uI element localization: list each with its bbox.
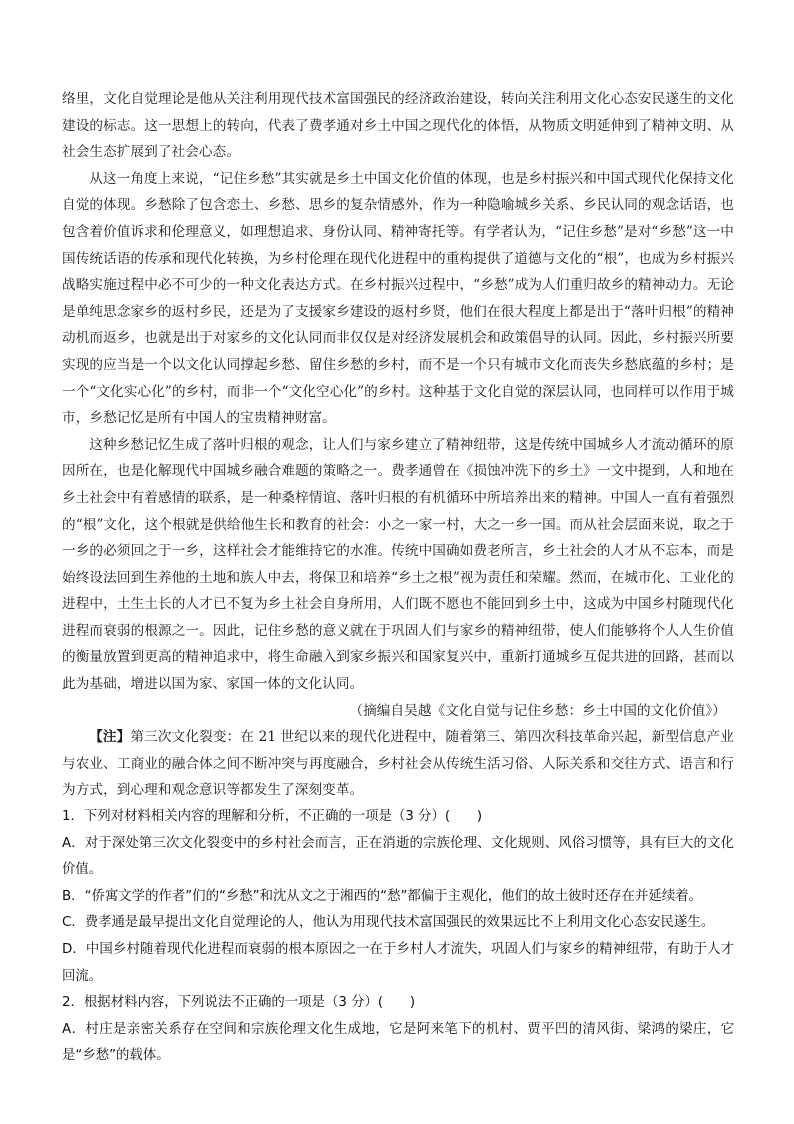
question-2-option-a: A．村庄是亲密关系存在空间和宗族伦理文化生成地，它是阿来笔下的机村、贾平凹的清风街、梁鸿的梁庄，它是“乡愁”的载体。 [62,1021,734,1064]
question-2-stem: 2．根据材料内容，下列说法不正确的一项是（3 分）( ) [62,995,416,1011]
passage-paragraph-2: 从这一角度上来说，“记住乡愁”其实就是乡土中国文化价值的体现，也是乡村振兴和中国式现代化保持文化自觉的体现。乡愁除了包含恋土、乡愁、思乡的复杂情感外，作为一种隐喻城乡关系、乡民认同的观念话语，也包含着价值诉求和伦理意义，如理想追求、身份认同、精神寄托等。有学者认为，“记住乡愁”是对“乡愁”这一中国传统话语的传承和现代化转换，为乡村伦理在现代化进程中的重构提供了道德与文化的“根”，也成为乡村振兴战略实施过程中必不可少的一种文化表达方式。在乡村振兴过程中，“乡愁”成为人们重归故乡的精神动力。无论是单纯思念家乡的返村乡民，还是为了支援家乡建设的返村乡贤，他们在很大程度上都是出于“落叶归根”的精神动机而返乡，也就是出于对家乡的文化认同而非仅仅是对经济发展机会和政策倡导的认同。因此，乡村振兴所要实现的应当是一个以文化认同撑起乡愁、留住乡愁的乡村，而不是一个只有城市文化而丧失乡愁底蕴的乡村；是一个“文化实心化”的乡村，而非一个“文化空心化”的乡村。这种基于文化自觉的深层认同，也同样可以作用于城市，乡愁记忆是所有中国人的宝贵精神财富。 [62,170,734,427]
question-1-option-c: C．费孝通是最早提出文化自觉理论的人，他认为用现代技术富国强民的效果远比不上利用文化心态安民遂生。 [62,915,715,931]
question-2 [62,990,734,1070]
note-tag: 【注】 [89,729,131,746]
question-1-option-a: A．对于深处第三次文化裂变中的乡村社会而言，正在消逝的宗族伦理、文化规则、风俗习惯等，具有巨大的文化价值。 [62,835,734,878]
passage-source: （摘编自吴越《文化自觉与记住乡愁：乡土中国的文化价值》） [349,702,726,719]
question-1-option-d: D．中国乡村随着现代化进程而衰弱的根本原因之一在于乡村人才流失，巩固人们与家乡的精神纽带，有助于人才回流。 [62,942,734,984]
passage-paragraph-3: 这种乡愁记忆生成了落叶归根的观念，让人们与家乡建立了精神纽带，这是传统中国城乡人才流动循环的原因所在，也是化解现代中国城乡融合难题的策略之一。费孝通曾在《损蚀冲洗下的乡土》一文中提到，人和地在乡土社会中有着感情的联系，是一种桑梓情谊、落叶归根的有机循环中所培养出来的精神。中国人一直有着强烈的“根”文化，这个根就是供给他生长和教育的社会：小之一家一村，大之一乡一国。而从社会层面来说，取之于一乡的必须回之于一乡，这样社会才能维持它的水准。传统中国确如费老所言，乡土社会的人才从不忘本，而是始终设法回到生养他的土地和族人中去，将保卫和培养“乡土之根”视为责任和荣耀。然而，在城市化、工业化的进程中，土生土长的人才已不复为乡土社会自身所用，人们既不愿也不能回到乡土中，这成为中国乡村随现代化进程而衰弱的根源之一。因此，记住乡愁的意义就在于巩固人们与家乡的精神纽带，使人们能够将个人人生价值的衡量放置到更高的精神追求中，将生命融入到家乡振兴和国家复兴中，重新打通城乡互促共进的回路，甚而以此为基础，增进以国为家、家国一体的文化认同。 [62,436,734,693]
question-1-stem: 1．下列对材料相关内容的理解和分析，不正确的一项是（3 分）( ) [62,809,483,825]
question-1 [62,804,734,990]
question-1-option-b: B．“侨寓文学的作者”们的“乡愁”和沈从文之于湘西的“愁”都偏于主观化，他们的故土彼时还存在并延续着。 [62,888,702,904]
note-text: 第三次文化裂变：在 21 世纪以来的现代化进程中，随着第三、第四次科技革命兴起，新型信息产业与农业、工商业的融合体之间不断冲突与再度融合，乡村社会从传统生活习俗、人际关系和交往方式、语言和行为方式，到心理和观念意识等都发生了深刻变革。 [62,729,734,799]
passage-note [62,724,734,804]
passage-paragraph-1: 络里，文化自觉理论是他从关注利用现代技术富国强民的经济政治建设，转向关注利用文化心态安民遂生的文化建设的标志。这一思想上的转向，代表了费孝通对乡土中国之现代化的体悟，从物质文明延伸到了精神文明、从社会生态扩展到了社会心态。 [62,91,734,161]
